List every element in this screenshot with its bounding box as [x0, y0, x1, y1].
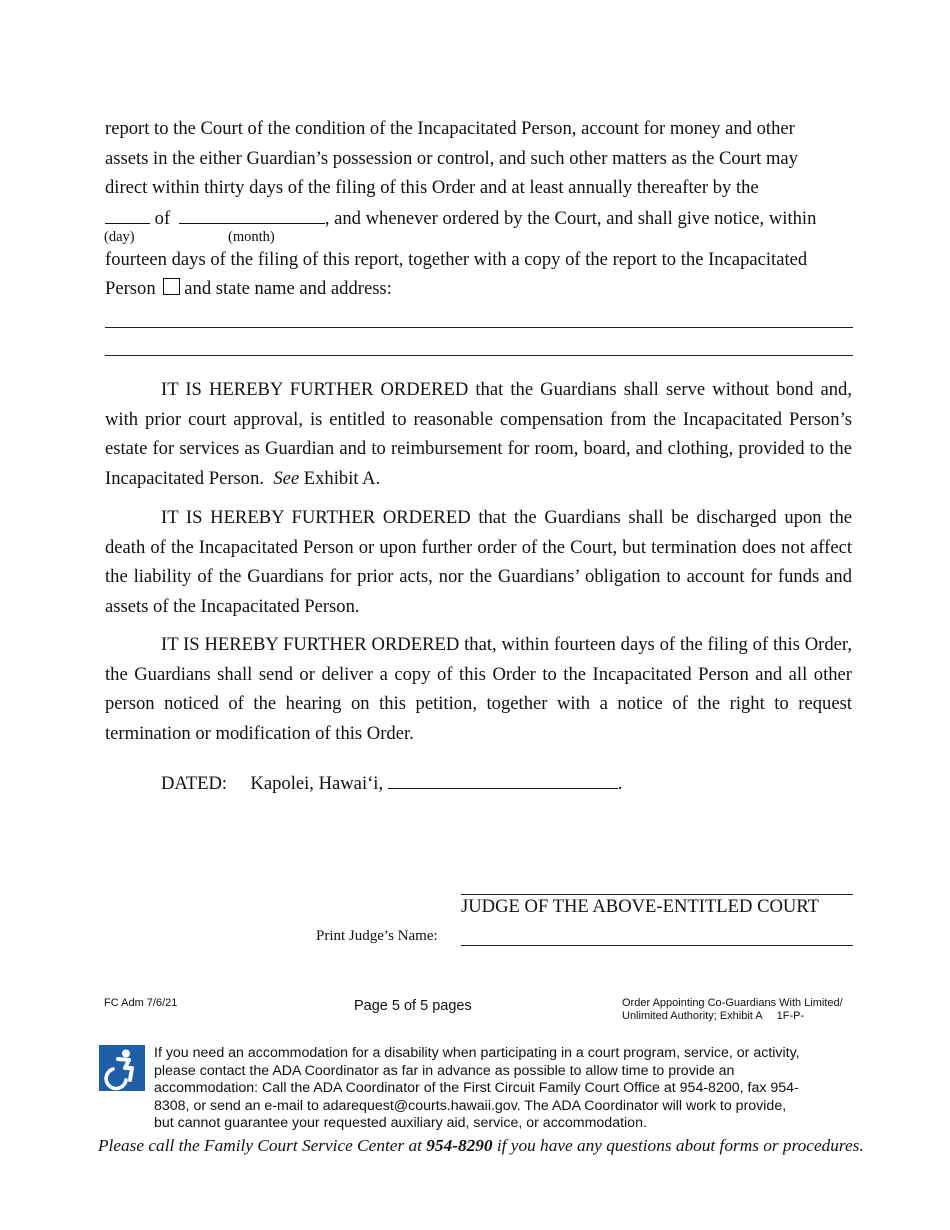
exhibit-ref: Exhibit A. — [303, 467, 381, 489]
address-line-2[interactable] — [105, 355, 853, 356]
help-suffix: if you have any questions about forms or procedures. — [496, 1136, 864, 1155]
address-line-1[interactable] — [105, 327, 853, 328]
bond-paragraph — [105, 375, 852, 493]
discharge-paragraph — [105, 503, 852, 621]
judge-signature-line[interactable] — [461, 894, 853, 895]
ada-line-2: please contact the ADA Coordinator as far in advance as possible to allow time to provide an — [154, 1062, 735, 1079]
help-line — [98, 1135, 864, 1157]
see-signal: See — [273, 467, 300, 489]
page-number: Page 5 of 5 pages — [354, 998, 472, 1014]
report-line-4 — [105, 207, 816, 230]
dated-period: . — [617, 773, 623, 794]
month-blank[interactable] — [179, 207, 325, 224]
month-label: (month) — [228, 229, 275, 245]
report-line-4-tail: , and whenever ordered by the Court, and shall give notice, within — [324, 208, 817, 229]
form-code: 1F-P- — [776, 1010, 805, 1022]
dated-place: Kapolei, Hawai‘i, — [250, 773, 384, 794]
print-name-label: Print Judge’s Name: — [316, 928, 438, 944]
form-id: FC Adm 7/6/21 — [104, 997, 178, 1009]
notice-text: IT IS HEREBY FURTHER ORDERED that, within fourteen days of the filing of this Order, the Guardians shall send or deliver a copy of this Order to the Incapacitated Person and all other person noticed of the hearing on this petition, together with a notice of the right to request termination or modification of this Order. — [105, 634, 852, 744]
doc-title-line-2 — [622, 1010, 804, 1023]
wheelchair-accessibility-icon — [99, 1045, 145, 1091]
discharge-text: IT IS HEREBY FURTHER ORDERED that the Guardians shall be discharged upon the death of the Incapacitated Person or upon further order of the Court, but termination does not affect the liability of the Guardians for prior acts, nor the Guardians’ obligation to account for funds and assets of the Incapacitated Person. — [105, 507, 852, 617]
state-address-label: and state name and address: — [184, 278, 392, 299]
notice-paragraph — [105, 630, 852, 748]
ada-line-3: accommodation: Call the ADA Coordinator of the First Circuit Family Court Office at 954-8200, fax 954- — [154, 1080, 799, 1097]
dated-label: DATED: — [161, 773, 228, 794]
state-address-checkbox[interactable] — [163, 278, 180, 295]
ada-line-1: If you need an accommodation for a disability when participating in a court program, service, or activity, — [154, 1045, 800, 1061]
date-blank[interactable] — [388, 772, 618, 789]
help-phone: 954-8290 — [426, 1136, 493, 1155]
doc-title-text: Unlimited Authority; Exhibit A — [622, 1010, 763, 1022]
of-word: of — [154, 208, 171, 229]
doc-title-line-1: Order Appointing Co-Guardians With Limited/ — [622, 997, 843, 1009]
report-line-1: report to the Court of the condition of the Incapacitated Person, account for money and other — [105, 118, 795, 139]
print-name-line[interactable] — [461, 945, 853, 946]
report-line-3: direct within thirty days of the filing of this Order and at least annually thereafter by the — [105, 177, 759, 198]
day-blank[interactable] — [105, 207, 150, 224]
ada-notice — [154, 1045, 860, 1133]
bond-text: IT IS HEREBY FURTHER ORDERED that the Guardians shall serve without bond and, with prior court approval, is entitled to reasonable compensation from the Incapacitated Person’s estate for services as Guardian and to reimbursement for room, board, and clothing, provided to the Incapacitated Person. — [105, 379, 852, 489]
ada-line-5: but cannot guarantee your requested auxiliary aid, service, or accommodation. — [154, 1115, 647, 1132]
report-line-6 — [105, 278, 392, 300]
report-line-2: assets in the either Guardian’s possession or control, and such other matters as the Court may — [105, 148, 798, 169]
help-prefix: Please call the Family Court Service Center at — [98, 1136, 422, 1155]
dated-line — [161, 772, 622, 795]
day-label: (day) — [104, 229, 135, 245]
report-line-5: fourteen days of the filing of this report, together with a copy of the report to the Incapacitated — [105, 249, 808, 270]
judge-title: JUDGE OF THE ABOVE-ENTITLED COURT — [461, 896, 819, 917]
ada-line-4: 8308, or send an e-mail to adarequest@courts.hawaii.gov. The ADA Coordinator will work to provide, — [154, 1097, 787, 1114]
person-word: Person — [105, 278, 156, 299]
